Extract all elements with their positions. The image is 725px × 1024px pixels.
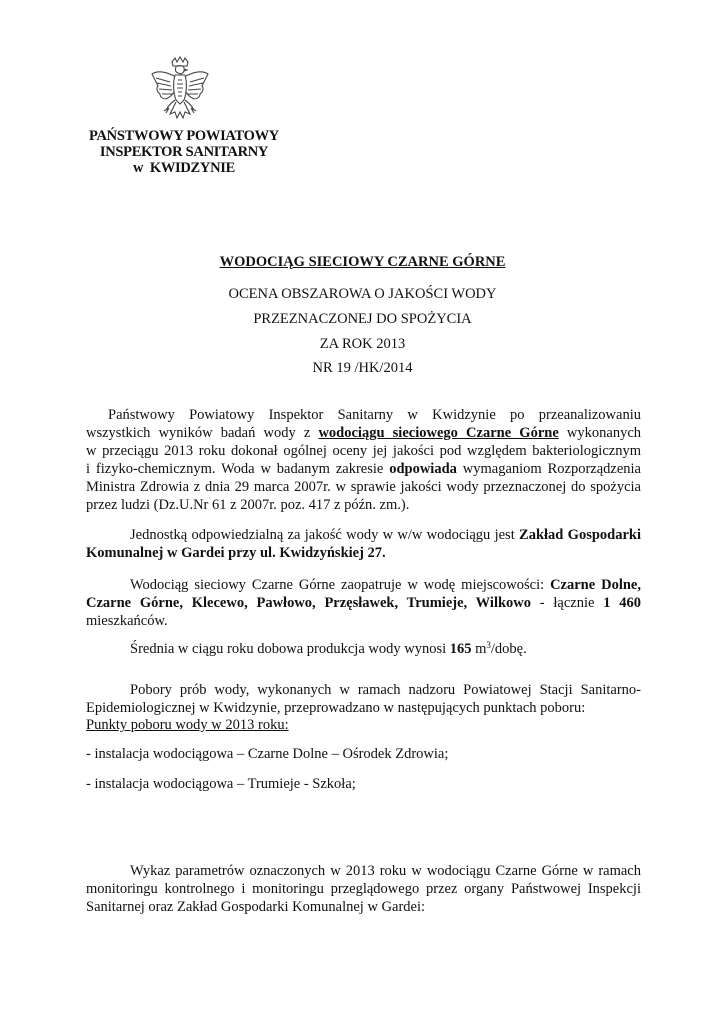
assessment-line: w przeciągu 2013 roku dokonał ogólnej oceny jej jakości pod względem bakteriologicznym xyxy=(86,443,641,459)
residents-count: 1 460 xyxy=(603,595,641,611)
subtitle-line-1: OCENA OBSZAROWA O JAKOŚCI WODY xyxy=(228,286,497,302)
responsible-entity: Komunalnej w Gardei przy ul. Kwidzyńskiej 27. xyxy=(86,545,386,561)
authority-line-1: PAŃSTWOWY POWIATOWY xyxy=(89,128,279,144)
assessment-line: wszystkich wyników badań wody z wodociągu sieciowego Czarne Górne wykonanych xyxy=(86,425,642,441)
assessment-line: przez ludzi (Dz.U.Nr 61 z 2007r. poz. 417 z późn. zm.). xyxy=(86,497,410,513)
sampling-point-item: - instalacja wodociągowa – Trumieje - Szkoła; xyxy=(86,776,356,792)
authority-line-3: w KWIDZYNIE xyxy=(133,160,235,176)
sampling-paragraph: Pobory prób wody, wykonanych w ramach nadzoru Powiatowej Stacji Sanitarno- Epidemiologicznej w Kwidzynie, przeprowadzano w następujących punktach poboru: xyxy=(86,682,641,716)
parameters-intro-paragraph: Wykaz parametrów oznaczonych w 2013 roku w wodociągu Czarne Górne w ramach monitoringu kontrolnego i monitoringu przeglądowego przez organy Państwowej Inspekcji Sanitarnej oraz Zakład Gospodarki Komunalnej w Gardei: xyxy=(86,863,641,915)
authority-line-2: INSPEKTOR SANITARNY xyxy=(99,144,269,160)
sampling-points-heading: Punkty poboru wody w 2013 roku: xyxy=(86,717,289,733)
sampling-point-item: - instalacja wodociągowa – Czarne Dolne – Ośrodek Zdrowia; xyxy=(86,746,449,762)
subtitle-line-2: PRZEZNACZONEJ DO SPOŻYCIA xyxy=(253,311,472,327)
daily-production-paragraph: Średnia w ciągu roku dobowa produkcja wody wynosi 165 $m^3$/dobę. xyxy=(130,640,527,657)
supplied-localities-paragraph: Wodociąg sieciowy Czarne Górne zaopatruje w wodę miejscowości: Czarne Dolne, Czarne Górne, Klecewo, Pawłowo, Przęsławek, Trumieje, Wilkowo - łącznie 1 460 mieszkańców. xyxy=(86,577,641,629)
document-title: WODOCIĄG SIECIOWY CZARNE GÓRNE xyxy=(219,254,506,270)
responsible-entity-paragraph: Jednostką odpowiedzialną za jakość wody w w/w wodociągu jest Zakład Gospodarki Komunalnej w Gardei przy ul. Kwidzyńskiej 27. xyxy=(86,527,641,561)
issuing-authority xyxy=(60,128,308,176)
compliance-verdict: odpowiada xyxy=(389,461,457,477)
waterworks-name: wodociągu sieciowego Czarne Górne xyxy=(318,425,559,441)
assessment-paragraph xyxy=(86,406,641,514)
assessment-line: Państwowy Powiatowy Inspektor Sanitarny w Kwidzynie po przeanalizowaniu xyxy=(108,407,641,423)
document-number: NR 19 /HK/2014 xyxy=(312,360,413,376)
polish-eagle-emblem-icon xyxy=(148,56,212,130)
assessment-line: Ministra Zdrowia z dnia 29 marca 2007r. w sprawie jakości wody przeznaczonej do spożycia xyxy=(86,479,641,495)
subtitle-year: ZA ROK 2013 xyxy=(319,336,406,352)
daily-production-value: 165 xyxy=(449,641,472,657)
localities-list: Czarne Górne, Klecewo, Pawłowo, Przęsławek, Trumieje, Wilkowo xyxy=(86,595,532,611)
assessment-line: i fizyko-chemicznym. Woda w badanym zakresie odpowiada wymaganiom Rozporządzenia xyxy=(86,461,641,477)
